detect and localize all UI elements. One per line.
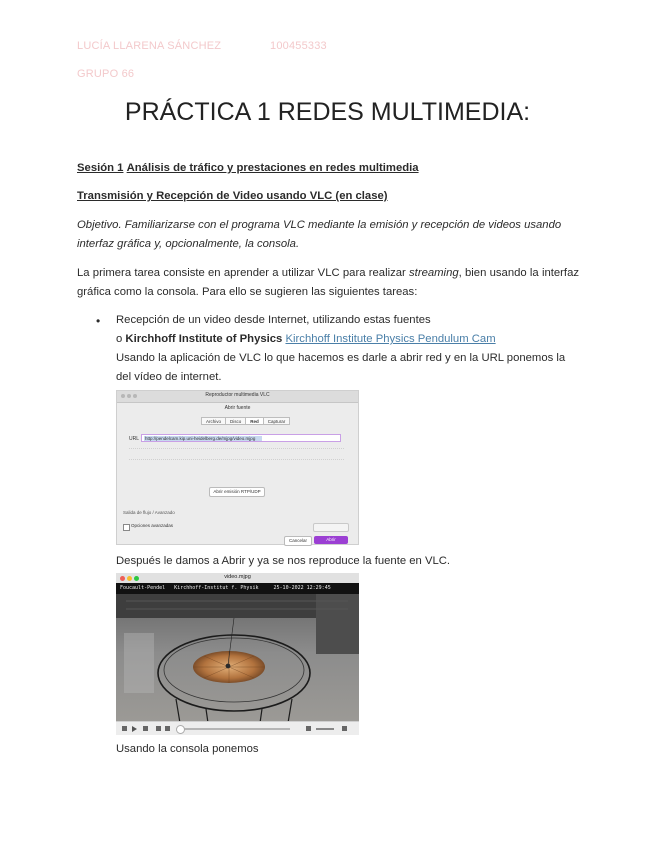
options-field[interactable] bbox=[313, 523, 349, 532]
forward-icon[interactable] bbox=[143, 726, 148, 731]
pendulum-bob bbox=[226, 664, 231, 669]
rewind-icon[interactable] bbox=[122, 726, 127, 731]
bullet-line: Recepción de un video desde Internet, utilizando estas fuentes bbox=[116, 314, 431, 326]
objective-paragraph bbox=[77, 216, 579, 254]
after-dialog-paragraph: Después le damos a Abrir y ya se nos reproduce la fuente en VLC. bbox=[116, 555, 451, 567]
player-controls bbox=[116, 721, 359, 735]
source-prefix: o bbox=[116, 333, 126, 345]
objective-label: Objetivo. bbox=[77, 219, 122, 231]
advanced-options-label: Opciones avanzadas bbox=[131, 523, 174, 528]
source-tabs bbox=[201, 417, 289, 425]
seek-handle[interactable] bbox=[176, 725, 185, 734]
intro-before: La primera tarea consiste en aprender a utilizar VLC para realizar bbox=[77, 267, 410, 279]
volume-slider[interactable] bbox=[316, 728, 334, 730]
bullet-icon: • bbox=[96, 314, 101, 328]
side-structure bbox=[316, 594, 359, 654]
pendulum-cam-link[interactable]: Kirchhoff Institute Physics Pendulum Cam bbox=[285, 333, 496, 345]
volume-icon[interactable] bbox=[306, 726, 311, 731]
advanced-options-checkbox[interactable] bbox=[123, 524, 130, 531]
group-label: GRUPO 66 bbox=[77, 68, 135, 80]
tab-network[interactable]: Red bbox=[245, 417, 264, 425]
vlc-player-screenshot bbox=[116, 573, 359, 735]
objective-text: Familiarizarse con el programa VLC mediante la emisión y recepción de videos usando interfaz gráfica y, opcionalmente, la consola. bbox=[77, 219, 562, 250]
dialog-titlebar bbox=[117, 391, 358, 403]
player-titlebar bbox=[116, 573, 359, 583]
play-icon[interactable] bbox=[132, 726, 137, 732]
session-label: Sesión 1 bbox=[77, 162, 124, 174]
source-name: Kirchhoff Institute of Physics bbox=[125, 333, 283, 345]
stream-output-option[interactable]: Salida de flujo / Avanzado bbox=[123, 510, 175, 515]
rtp-udp-button[interactable]: Abrir emisión RTP/UDP bbox=[209, 487, 265, 497]
fullscreen-icon[interactable] bbox=[342, 726, 347, 731]
window-light bbox=[124, 633, 154, 693]
playlist-icon[interactable] bbox=[165, 726, 170, 731]
explanation-paragraph: Usando la aplicación de VLC lo que hacemos es darle a abrir red y en la URL ponemos la del vídeo de internet. bbox=[116, 352, 566, 383]
intro-after: , bien usando la interfaz gráfica como la consola. Para ello se sugieren las siguientes tareas: bbox=[77, 267, 579, 298]
cancel-button[interactable]: Cancelar bbox=[284, 536, 312, 546]
url-label: URL bbox=[129, 436, 140, 442]
camera-overlay-text: Foucault-Pendel Kirchhoff-Institut f. Physik 25-10-2022 12:29:45 bbox=[120, 585, 331, 591]
url-hint-area bbox=[129, 448, 344, 460]
url-value: http://pendelcam.kip.uni-heidelberg.de/mjpg/video.mjpg bbox=[145, 436, 256, 441]
intro-emphasis: streaming bbox=[409, 267, 459, 279]
source-line bbox=[116, 330, 582, 349]
stop-icon[interactable] bbox=[156, 726, 161, 731]
student-id: 100455333 bbox=[270, 40, 327, 52]
session-heading bbox=[77, 159, 579, 178]
session-text: Análisis de tráfico y prestaciones en redes multimedia bbox=[126, 162, 419, 174]
seek-track[interactable] bbox=[178, 728, 290, 730]
tab-file[interactable]: Archivo bbox=[201, 417, 226, 425]
page-title: PRÁCTICA 1 REDES MULTIMEDIA: bbox=[124, 98, 531, 126]
section-subtitle: Transmisión y Recepción de Video usando VLC (en clase) bbox=[77, 190, 388, 202]
author-name: LUCÍA LLARENA SÁNCHEZ bbox=[77, 40, 222, 52]
tab-capture[interactable]: Capturar bbox=[263, 417, 291, 425]
dialog-window-title: Reproductor multimedia VLC bbox=[205, 392, 270, 398]
intro-paragraph bbox=[77, 264, 579, 302]
open-button[interactable]: Abrir bbox=[314, 536, 348, 544]
vlc-open-dialog-screenshot bbox=[116, 390, 359, 545]
tab-disc[interactable]: Disco bbox=[225, 417, 246, 425]
url-input[interactable] bbox=[141, 434, 341, 442]
sheet-title: Abrir fuente bbox=[224, 405, 251, 411]
player-window-title: video.mjpg bbox=[224, 574, 251, 580]
pendulum-video-frame bbox=[116, 583, 359, 723]
console-paragraph: Usando la consola ponemos bbox=[116, 743, 259, 755]
